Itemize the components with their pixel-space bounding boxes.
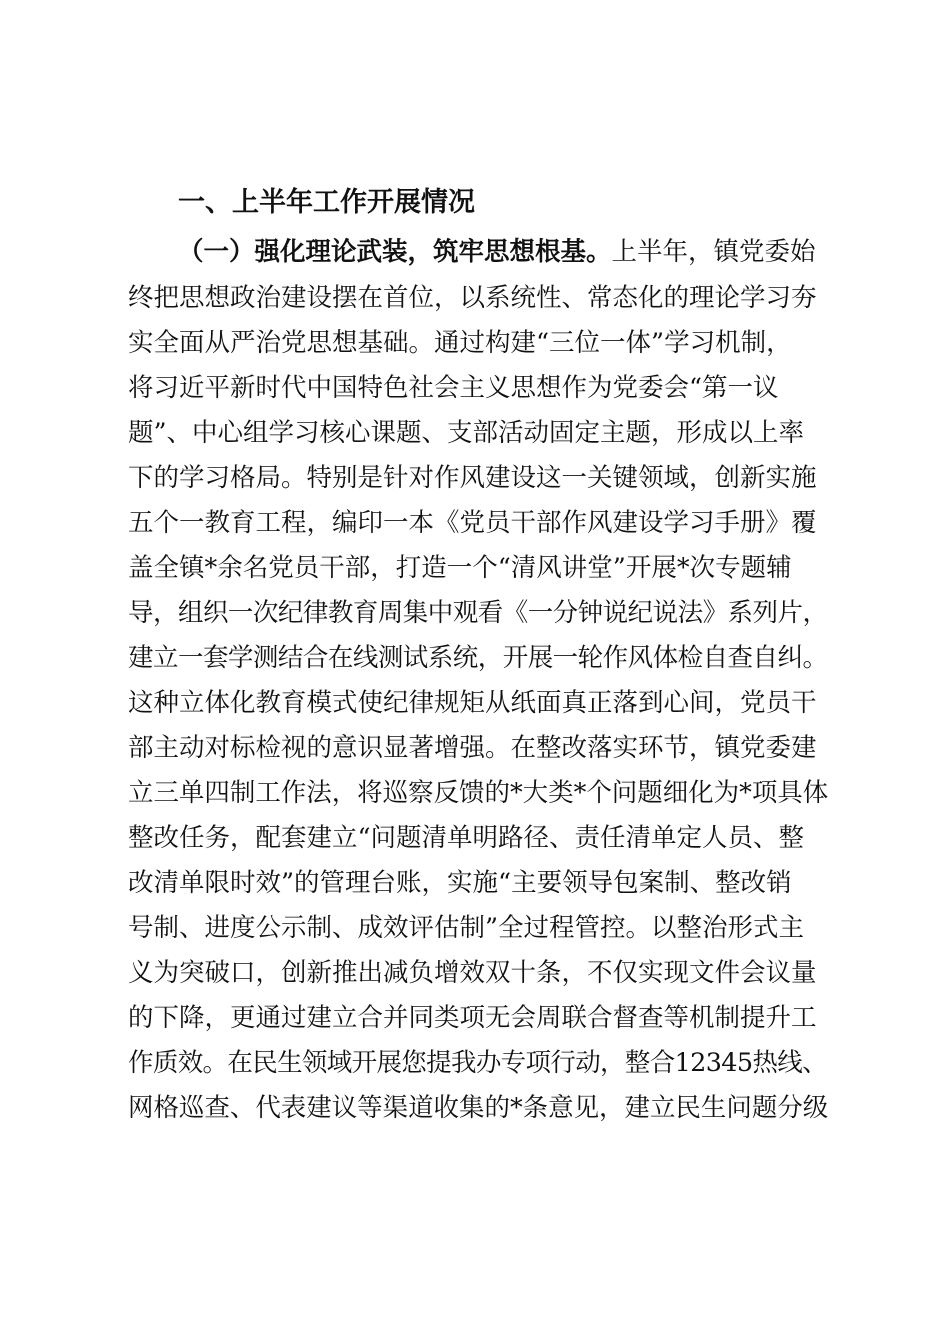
section-heading: 一、上半年工作开展情况 [178,187,475,218]
paragraph-line: 题”、中心组学习核心课题、支部活动固定主题，形成以上率 [128,418,805,448]
paragraph-line: 号制、进度公示制、成效评估制”全过程管控。以整治形式主 [128,913,805,943]
paragraph-line: 义为突破口，创新推出减负增效双十条，不仅实现文件会议量 [128,958,817,988]
paragraph-line: 这种立体化教育模式使纪律规矩从纸面真正落到心间，党员干 [128,688,817,718]
paragraph-line: 的下降，更通过建立合并同类项无会周联合督查等机制提升工 [128,1003,817,1033]
subheading: （一）强化理论武装，筑牢思想根基。 [178,237,612,267]
paragraph-line: 建立一套学测结合在线测试系统，开展一轮作风体检自查自纠。 [128,643,828,673]
paragraph-line [178,232,828,272]
paragraph-line: 整改任务，配套建立“问题清单明路径、责任清单定人员、整 [128,823,805,853]
paragraph-line: 立三单四制工作法，将巡察反馈的*大类*个问题细化为*项具体 [128,778,829,808]
line-text: 上半年，镇党委始 [611,237,816,267]
paragraph-line: 导，组织一次纪律教育周集中观看《一分钟说纪说法》系列片， [128,598,828,628]
paragraph-line: 终把思想政治建设摆在首位，以系统性、常态化的理论学习夯 [128,283,817,313]
paragraph-line: 改清单限时效”的管理台账，实施“主要领导包案制、整改销 [128,868,792,898]
paragraph-line: 作质效。在民生领域开展您提我办专项行动，整合12345热线、 [128,1048,827,1078]
paragraph-line: 网格巡查、代表建议等渠道收集的*条意见，建立民生问题分级 [128,1093,829,1123]
paragraph-line: 部主动对标检视的意识显著增强。在整改落实环节，镇党委建 [128,733,817,763]
paragraph-line: 下的学习格局。特别是针对作风建设这一关键领域，创新实施 [128,463,817,493]
paragraph-line: 将习近平新时代中国特色社会主义思想作为党委会“第一议 [128,373,779,403]
paragraph-line: 盖全镇*余名党员干部，打造一个“清风讲堂”开展*次专题辅 [128,553,792,583]
paragraph-line: 实全面从严治党思想基础。通过构建“三位一体”学习机制， [128,328,792,358]
paragraph-line: 五个一教育工程，编印一本《党员干部作风建设学习手册》覆 [128,508,817,538]
